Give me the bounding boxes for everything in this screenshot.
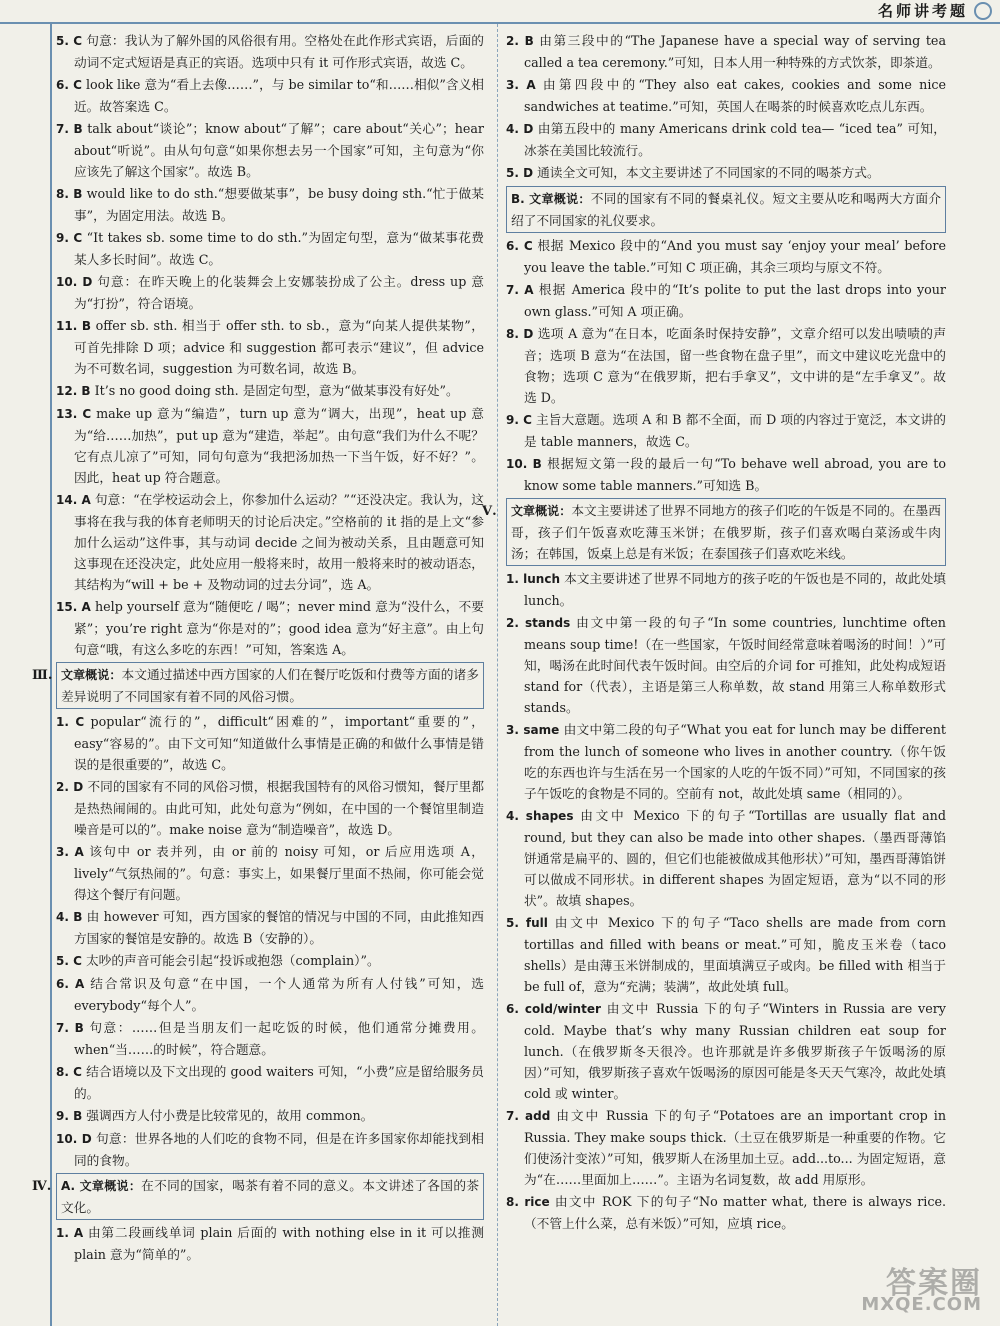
- answer-item: [56, 183, 484, 226]
- answer-number: 2. B: [506, 34, 534, 48]
- summary-text: 本文通过描述中西方国家的人们在餐厅吃饭和付费等方面的诸多差异说明了不同国家有着不同的风俗习惯。: [61, 667, 479, 704]
- answer-number: 4. D: [506, 122, 534, 136]
- answer-number: 5. C: [56, 34, 83, 48]
- answer-item: [506, 719, 946, 804]
- answer-number: 9. B: [56, 1109, 83, 1123]
- answer-explanation: 由 however 可知，西方国家的餐馆的情况与中国的不同，由此推知西方国家的餐馆是安静的。故选 B（安静的）。: [74, 909, 484, 946]
- answer-number: 2. D: [56, 780, 84, 794]
- answer-number: 1. lunch: [506, 572, 560, 586]
- answer-item: [506, 568, 946, 611]
- answer-number: 1. C: [56, 715, 85, 729]
- watermark: [832, 1258, 982, 1318]
- answer-number: 10. B: [506, 457, 542, 471]
- answer-number: 9. C: [506, 413, 532, 427]
- answer-explanation: would like to do sth.“想要做某事”，be busy doing sth.“忙于做某事”，为固定用法。故选 B。: [74, 186, 484, 223]
- answer-item: [56, 1222, 484, 1265]
- answer-number: 12. B: [56, 384, 91, 398]
- answer-item: [56, 227, 484, 270]
- answer-explanation: 句意：在昨天晚上的化装舞会上安娜装扮成了公主。dress up 意为“打扮”，符合语境。: [74, 274, 484, 311]
- summary-box: [506, 186, 946, 233]
- answer-number: 3. A: [506, 78, 536, 92]
- answer-explanation: 由文中 ROK 下的句子“No matter what, there is always rice.（不管上什么菜，总有米饭）”可知，应填 rice。: [524, 1194, 946, 1231]
- answer-number: 1. A: [56, 1226, 84, 1240]
- summary-label: 文章概说：: [61, 668, 122, 682]
- page-header-title: 名师讲考题: [877, 2, 968, 20]
- answer-item: [56, 776, 484, 840]
- summary-label: A. 文章概说：: [61, 1179, 142, 1193]
- answer-explanation: 结合语境以及下文出现的 good waiters 可知，“小费”应是留给服务员的。: [74, 1064, 484, 1101]
- answer-item: [56, 30, 484, 73]
- answer-number: 5. D: [506, 166, 534, 180]
- answer-number: 14. A: [56, 493, 91, 507]
- summary-section: [32, 1173, 484, 1220]
- answer-explanation: popular“流行的”，difficult“困难的”，important“重要的”，easy“容易的”。由下文可知“知道做什么事情是正确的和做什么事情是错误的是很重要的”，故选 C。: [74, 714, 484, 772]
- answer-explanation: 由第二段画线单词 plain 后面的 with nothing else in it 可以推测 plain 意为“简单的”。: [74, 1225, 485, 1262]
- answer-explanation: It’s no good doing sth. 是固定句型，意为“做某事没有好处”。: [94, 383, 459, 398]
- answer-explanation: 句意：……但是当朋友们一起吃饭的时候，他们通常分摊费用。when“当……的时候”，符合题意。: [74, 1020, 484, 1057]
- answer-number: 11. B: [56, 319, 92, 333]
- answer-item: [56, 906, 484, 949]
- section-number: Ⅲ.: [32, 668, 53, 683]
- answer-item: [506, 1105, 946, 1190]
- answer-item: [506, 612, 946, 718]
- answer-item: [56, 1061, 484, 1104]
- answer-explanation: 由文中 Russia 下的句子“Potatoes are an important crop in Russia. They make soups thick.（土豆在俄罗斯是一种重要的作物。它们使汤汁变浓）”可知，俄罗斯人在汤里加土豆。add...to... 为固定短语，意为“在……里面加上……”。主语为名词复数，故 add 用原形。: [524, 1108, 946, 1187]
- watermark-text: 答案圈: [886, 1266, 982, 1301]
- answer-number: 6. C: [56, 78, 82, 92]
- answer-item: [506, 805, 946, 911]
- answer-explanation: 本文主要讲述了世界不同地方的孩子吃的午饭也是不同的，故此处填 lunch。: [524, 571, 946, 608]
- summary-section: [506, 186, 946, 233]
- answer-item: [56, 74, 484, 117]
- answer-number: 8. rice: [506, 1195, 550, 1209]
- answer-number: 6. A: [56, 977, 85, 991]
- answer-number: 2. stands: [506, 616, 571, 630]
- answer-item: [506, 998, 946, 1104]
- section-number: Ⅳ.: [32, 1179, 52, 1194]
- answer-explanation: 结合常识及句意“在中国，一个人通常为所有人付钱”可知，选 everybody“每个人”。: [74, 976, 484, 1013]
- right-column: [482, 30, 947, 1235]
- answer-number: 9. C: [56, 231, 83, 245]
- answer-item: [56, 380, 484, 402]
- summary-label: 文章概说：: [511, 504, 572, 518]
- answer-item: [506, 1191, 946, 1234]
- answer-number: 13. C: [56, 407, 92, 421]
- answer-item: [506, 30, 946, 73]
- answer-explanation: talk about“谈论”；know about“了解”；care about“关心”；hear about“听说”。由从句句意“如果你想去另一个国家”可知，主句意为“你应该先了解这个国家”。故选 B。: [74, 121, 484, 179]
- answer-item: [506, 118, 946, 161]
- answer-item: [56, 403, 484, 488]
- watermark-url: MXQE.COM: [861, 1294, 982, 1315]
- answer-item: [506, 74, 946, 117]
- answer-item: [56, 489, 484, 595]
- answer-explanation: 由文中第一段的句子“In some countries, lunchtime often means soup time!（在一些国家，午饭时间经常意味着喝汤的时间！）”可知，喝汤在此时间代表午饭时间。由空后的介词 for 可推知，此处构成短语 stand for（代表），主语是第三人称单数，故 stand 用第三人称单数形式 stands。: [524, 615, 946, 715]
- answer-number: 6. cold/winter: [506, 1002, 601, 1016]
- answer-item: [506, 162, 946, 184]
- answer-explanation: 该句中 or 表并列，由 or 前的 noisy 可知，or 后应用选项 A，lively“气氛热闹的”。句意：事实上，如果餐厅里面不热闹，你可能会觉得这个餐厅有问题。: [74, 844, 484, 902]
- column-divider: [497, 24, 499, 1326]
- answer-explanation: 由第四段中的“They also eat cakes, cookies and some nice sandwiches at teatime.”可知，英国人在喝茶的时候喜欢吃点儿东西。: [524, 77, 946, 114]
- summary-box: [506, 498, 946, 566]
- answer-number: 10. D: [56, 275, 93, 289]
- summary-box: [56, 662, 484, 709]
- answer-number: 5. full: [506, 916, 548, 930]
- answer-explanation: 通读全文可知，本文主要讲述了不同国家的不同的喝茶方式。: [537, 165, 880, 180]
- answer-number: 7. B: [56, 1021, 84, 1035]
- answer-explanation: 句意：“在学校运动会上，你参加什么运动？”“还没决定。我认为，这事将在我与我的体育老师明天的讨论后决定。”空格前的 it 指的是上文“参加什么运动”这件事，其与动词 decide 之间为被动关系，且由题意可知这事现在还没决定，此处应用一般将来时，故用一般将来时的被动语态，其结构为“will + be + 及物动词的过去分词”，选 A。: [74, 492, 484, 592]
- answer-item: [56, 118, 484, 182]
- answer-number: 5. C: [56, 954, 82, 968]
- answer-number: 7. add: [506, 1109, 551, 1123]
- answer-number: 4. shapes: [506, 809, 574, 823]
- answer-explanation: look like 意为“看上去像……”，与 be similar to“和……相似”含义相近。故答案选 C。: [74, 77, 484, 114]
- answer-number: 7. A: [506, 283, 534, 297]
- answer-explanation: 根据短文第一段的最后一句“To behave well abroad, you are to know some table manners.”可知选 B。: [524, 456, 946, 493]
- answer-explanation: 根据 Mexico 段中的“And you must say ‘enjoy your meal’ before you leave the table.”可知 C 项正确，其余三项均与原文不符。: [524, 238, 946, 275]
- answer-item: [56, 1105, 484, 1127]
- answer-item: [56, 711, 484, 775]
- answer-explanation: 由第五段中的 many Americans drink cold tea— “iced tea” 可知，冰茶在美国比较流行。: [524, 121, 946, 158]
- answer-item: [56, 271, 484, 314]
- answer-explanation: make up 意为“编造”，turn up 意为“调大，出现”，heat up 意为“给……加热”，put up 意为“建造，举起”。由句意“我们为什么不呢？它有点儿凉了”可知，同句句意为“我把汤加热一下当午饭，好不好？”。因此，heat up 符合题意。: [74, 406, 484, 485]
- answer-explanation: 由第三段中的“The Japanese have a special way of serving tea called a tea ceremony.”可知，日本人用一种特殊的方式饮茶，即茶道。: [524, 33, 947, 70]
- answer-explanation: 句意：世界各地的人们吃的食物不同，但是在许多国家你却能找到相同的食物。: [74, 1131, 484, 1168]
- left-column: [32, 30, 485, 1266]
- answer-number: 4. B: [56, 910, 83, 924]
- answer-item: [506, 453, 946, 496]
- answer-number: 3. A: [56, 845, 84, 859]
- summary-text: 在不同的国家，喝茶有着不同的意义。本文讲述了各国的茶文化。: [61, 1178, 480, 1215]
- answer-explanation: 句意：我认为了解外国的风俗很有用。空格处在此作形式宾语，后面的动词不定式短语是真正的宾语。选项中只有 it 可作形式宾语，故选 C。: [74, 33, 484, 70]
- summary-label: B. 文章概说：: [511, 192, 591, 206]
- answer-item: [56, 1128, 484, 1171]
- answer-item: [56, 973, 484, 1016]
- answer-item: [56, 596, 484, 660]
- answer-item: [506, 912, 946, 997]
- answer-number: 7. B: [56, 122, 83, 136]
- answer-explanation: 由文中第二段的句子“What you eat for lunch may be different from the lunch of someone who lives in another country.（你午饭吃的东西也许与生活在另一个国家的人吃的午饭不同）”可知，不同国家的孩子午饭吃的食物是不同的。空前有 not，故此处填 same（相同的）。: [524, 722, 946, 801]
- answer-number: 3. same: [506, 723, 560, 737]
- answer-number: 6. C: [506, 239, 533, 253]
- answer-explanation: 由文中 Russia 下的句子“Winters in Russia are very cold. Maybe that’s why many Russian children eat soup for lunch.（在俄罗斯冬天很冷。也许那就是许多俄罗斯孩子午饭喝汤的原因）”可知，俄罗斯孩子喜欢午饭喝汤的原因可能是冬天天气寒冷，故此处填 cold 或 winter。: [524, 1001, 946, 1101]
- summary-text: 本文主要讲述了世界不同地方的孩子们吃的午饭是不同的。在墨西哥，孩子们午饭喜欢吃薄玉米饼；在俄罗斯，孩子们喜欢喝白菜汤或牛肉汤；在韩国，饭桌上总是有米饭；在泰国孩子们喜欢吃米线。: [511, 503, 941, 561]
- answer-item: [506, 409, 946, 452]
- answer-explanation: 不同的国家有不同的风俗习惯，根据我国特有的风俗习惯知，餐厅里都是热热闹闹的。由此可知，此处句意为“例如，在中国的一个餐馆里制造噪音是可以的”。make noise 意为“制造噪音”，故选 D。: [74, 779, 485, 837]
- answer-item: [56, 950, 484, 972]
- answer-number: 8. D: [506, 327, 534, 341]
- answer-item: [56, 1017, 484, 1060]
- answer-item: [506, 235, 946, 278]
- answer-item: [56, 315, 484, 379]
- answer-number: 8. C: [56, 1065, 82, 1079]
- answer-explanation: “It takes sb. some time to do sth.”为固定句型，意为“做某事花费某人多长时间”。故选 C。: [74, 230, 484, 267]
- summary-box: [56, 1173, 484, 1220]
- answer-explanation: 强调西方人付小费是比较常见的，故用 common。: [86, 1108, 374, 1123]
- summary-section: [32, 662, 484, 709]
- answer-number: 10. D: [56, 1132, 92, 1146]
- answer-explanation: 由文中 Mexico 下的句子“Tortillas are usually flat and round, but they can also be made into other shapes.（墨西哥薄馅饼通常是扁平的、圆的，但它们也能被做成其他形状）”可知，墨西哥薄馅饼可以做成不同形状。in different shapes 为固定短语，意为“以不同的形状”。故填 shapes。: [524, 808, 946, 908]
- answer-explanation: 主旨大意题。选项 A 和 B 都不全面，而 D 项的内容过于宽泛，本文讲的是 table manners，故选 C。: [524, 412, 946, 449]
- answer-explanation: 选项 A 意为“在日本，吃面条时保持安静”，文章介绍可以发出啧啧的声音；选项 B 意为“在法国，留一些食物在盘子里”，而文中建议吃光盘中的食物；选项 C 意为“在俄罗斯，把右手拿叉”，文中讲的是“左手拿叉”。故选 D。: [524, 326, 947, 405]
- answer-explanation: help yourself 意为“随便吃 / 喝”；never mind 意为“没什么，不要紧”；you’re right 意为“你是对的”；good idea 意为“好主意”。由上句句意“哦，有这么多吃的东西！”可知，答案选 A。: [74, 599, 484, 657]
- section-number: Ⅴ.: [482, 504, 497, 519]
- circle-icon: [974, 2, 992, 20]
- answer-explanation: 由文中 Mexico 下的句子“Taco shells are made from corn tortillas and filled with beans or meat.”可知，脆皮玉米卷（taco shells）是由薄玉米饼制成的，里面填满豆子或肉。be filled with 相当于 be full of，意为“充满；装满”，故此处填 full。: [524, 915, 946, 994]
- answer-explanation: 根据 America 段中的“It’s polite to put the last drops into your own glass.”可知 A 项正确。: [524, 282, 946, 319]
- summary-section: [482, 498, 946, 566]
- top-rule: [0, 0, 1000, 24]
- summary-text: 不同的国家有不同的餐桌礼仪。短文主要从吃和喝两大方面介绍了不同国家的礼仪要求。: [511, 191, 942, 228]
- answer-number: 8. B: [56, 187, 83, 201]
- answer-explanation: offer sb. sth. 相当于 offer sth. to sb.，意为“向某人提供某物”，可首先排除 D 项；advice 和 suggestion 都可表示“建议”，但 advice 为不可数名词，suggestion 为可数名词，故选 B。: [74, 318, 484, 376]
- answer-number: 15. A: [56, 600, 91, 614]
- answer-item: [56, 841, 484, 905]
- answer-explanation: 太吵的声音可能会引起“投诉或抱怨（complain）”。: [85, 953, 380, 968]
- answer-item: [506, 323, 946, 408]
- answer-item: [506, 279, 946, 322]
